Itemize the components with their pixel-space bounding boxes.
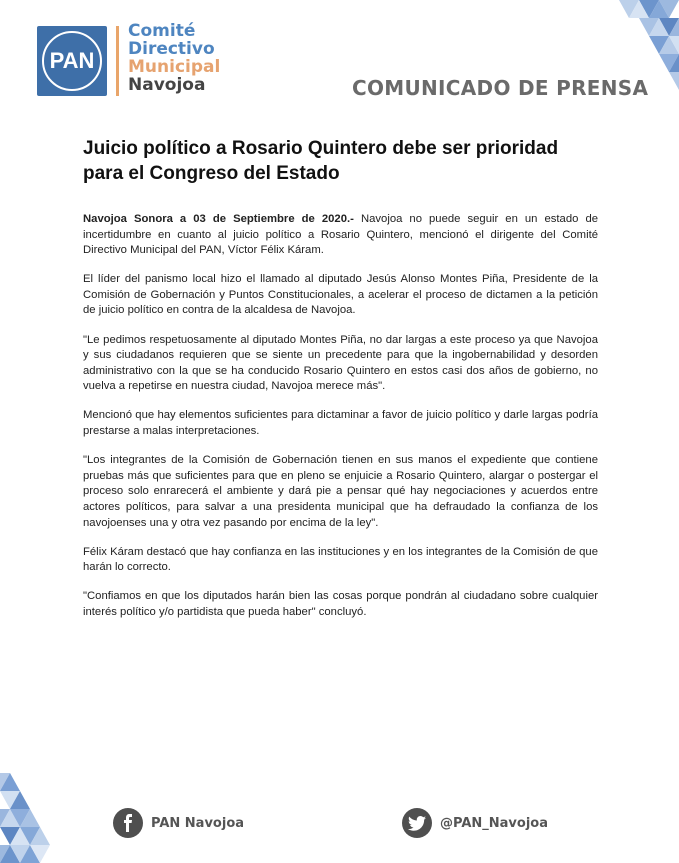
paragraph-4: Mencionó que hay elementos suficientes para dictaminar a favor de juicio político y darle largas podría prestarse a malas interpretaciones. <box>83 409 598 438</box>
paragraph-3: "Le pedimos respetuosamente al diputado Montes Piña, no dar largas a este proceso ya que Navojoa y sus ciudadanos requieren que se siente un precedente para que la ingobernabilidad y desorden administrativo con la que se ha conducido Rosario Quintero en estos casi dos años de gobierno, no vuelva a repetirse en nuestra ciudad, Navojoa merece más". <box>83 333 598 393</box>
paragraph-6: Félix Káram destacó que hay confianza en las instituciones y en los integrantes de la Comisión de que harán lo correcto. <box>83 545 598 574</box>
paragraph-5: "Los integrantes de la Comisión de Gobernación tienen en sus manos el expediente que contiene pruebas más que suficientes para que en pleno se enjuicie a Rosario Quintero, alargar o postergar el proceso solo enrarecerá el ambiente y dará pie a pensar qué hay negociaciones y acuerdos entre actores políticos, para salvar a una presidenta municipal que ha defraudado la confianza de los navojoenses una y otra vez pasando por encima de la ley". <box>83 454 598 529</box>
twitter-icon <box>402 808 432 838</box>
paragraph-1-text: Navojoa no puede seguir en un estado de incertidumbre en cuanto al juicio político a Rosario Quintero, mencionó el dirigente del Comité Directivo Municipal del PAN, Víctor Félix Káram. <box>83 213 599 257</box>
committee-line-4: Navojoa <box>128 75 206 95</box>
facebook-handle: PAN Navojoa <box>151 815 245 831</box>
pan-logo-text: PAN <box>49 48 95 73</box>
committee-line-3: Municipal <box>128 57 221 77</box>
press-release-label: COMUNICADO DE PRENSA <box>352 76 649 100</box>
paragraph-1 <box>83 212 598 259</box>
facebook-icon <box>113 808 143 838</box>
dateline: Navojoa Sonora a 03 de Septiembre de 2020.- <box>83 213 354 225</box>
headline: Juicio político a Rosario Quintero debe ser prioridad para el Congreso del Estado <box>83 138 559 184</box>
article-body <box>83 212 598 634</box>
committee-line-2: Directivo <box>128 39 215 59</box>
committee-line-1: Comité <box>128 21 196 41</box>
pan-logo <box>37 26 107 96</box>
facebook-link[interactable] <box>113 808 244 838</box>
committee-name <box>128 22 220 94</box>
paragraph-7: "Confiamos en que los diputados harán bien las cosas porque pondrán al ciudadano sobre cualquier interés político y/o partidista que pueda haber" concluyó. <box>83 590 598 618</box>
twitter-handle: @PAN_Navojoa <box>440 815 548 831</box>
pan-logo-circle <box>42 31 102 91</box>
logo-divider <box>116 26 119 96</box>
triangle-pattern-bottom-left <box>0 743 80 863</box>
twitter-link[interactable] <box>402 808 548 838</box>
paragraph-2: El líder del panismo local hizo el llamado al diputado Jesús Alonso Montes Piña, Presidente de la Comisión de Gobernación y Puntos Constitucionales, a acelerar el proceso de dictamen a la petición de juicio político en contra de la alcaldesa de Navojoa. <box>83 273 598 317</box>
triangle-pattern-top-right <box>599 0 679 120</box>
